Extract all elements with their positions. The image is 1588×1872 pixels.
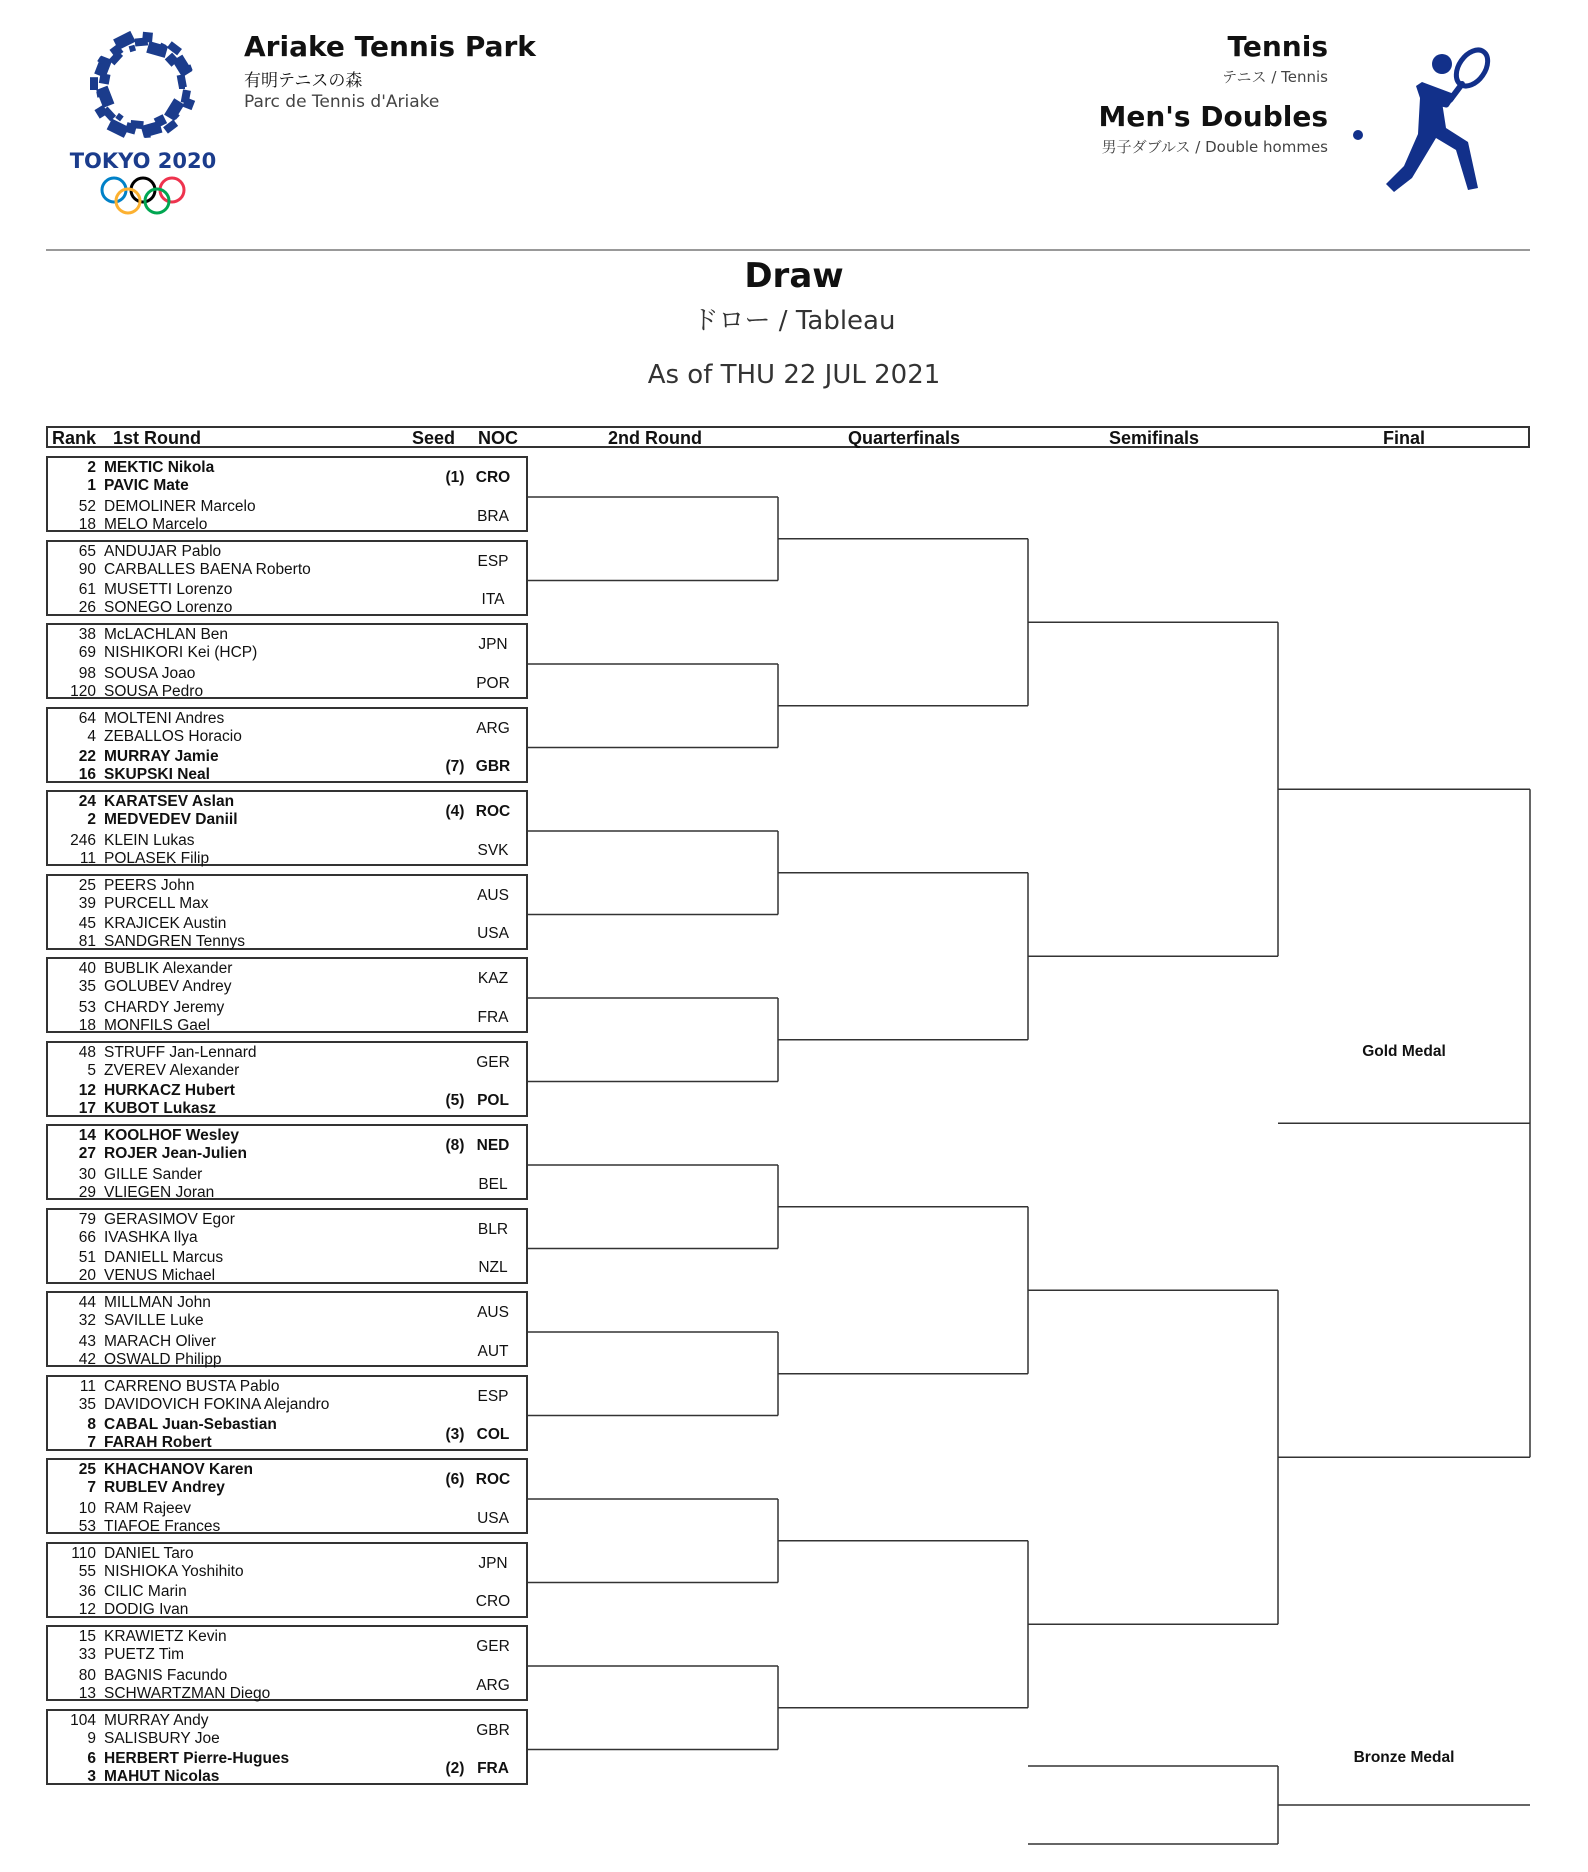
noc-code: KAZ	[477, 970, 509, 987]
player-rank: 38	[78, 626, 96, 643]
noc-code: ROC	[475, 1471, 511, 1488]
player-rank: 35	[78, 978, 96, 995]
player-name: DEMOLINER Marcelo	[104, 497, 256, 515]
player-name: KLEIN Lukas	[104, 831, 195, 849]
player-rank: 25	[78, 1461, 96, 1478]
player-name: PAVIC Mate	[104, 477, 189, 494]
player-rank: 16	[78, 766, 96, 783]
player-rank: 45	[78, 915, 96, 932]
noc-code: ARG	[476, 1676, 510, 1694]
venue-name-jp: 有明テニスの森	[244, 71, 363, 91]
player-rank: 2	[87, 811, 96, 828]
seed: (1)	[445, 469, 465, 486]
player-name: PEERS John	[104, 876, 195, 894]
noc-code: ESP	[477, 552, 509, 570]
player-name: SANDGREN Tennys	[104, 933, 245, 950]
player-rank: 48	[78, 1043, 96, 1061]
seed: (7)	[445, 758, 465, 775]
player-name: VENUS Michael	[104, 1267, 216, 1284]
player-name: MILLMAN John	[104, 1294, 211, 1311]
noc-code: AUT	[477, 1342, 509, 1360]
player-rank: 11	[79, 849, 96, 867]
player-name: SCHWARTZMAN Diego	[104, 1684, 271, 1702]
player-rank: 11	[79, 1377, 96, 1395]
player-rank: 9	[87, 1729, 96, 1747]
noc-code: GER	[476, 1638, 510, 1655]
player-rank: 104	[70, 1711, 96, 1729]
player-name: ROJER Jean-Julien	[104, 1145, 247, 1162]
page-subtitle: ドロー / Tableau	[692, 306, 896, 336]
player-name: ANDUJAR Pablo	[104, 542, 222, 560]
player-name: DAVIDOVICH FOKINA Alejandro	[104, 1395, 330, 1413]
player-name: MOLTENI Andres	[104, 709, 225, 727]
col-semifinals: Semifinals	[1108, 428, 1200, 448]
player-rank: 53	[78, 998, 96, 1016]
player-rank: 39	[78, 894, 96, 912]
player-rank: 30	[78, 1165, 96, 1183]
sport-name-sub: テニス / Tennis	[1222, 68, 1328, 86]
player-rank: 55	[78, 1562, 96, 1580]
player-rank: 33	[78, 1646, 96, 1663]
player-name: KOOLHOF Wesley	[104, 1127, 239, 1144]
noc-code: BEL	[478, 1175, 508, 1193]
player-name: SKUPSKI Neal	[104, 766, 210, 783]
player-rank: 7	[87, 1479, 96, 1496]
noc-code: NZL	[478, 1259, 508, 1276]
player-name: MURRAY Jamie	[104, 748, 219, 765]
noc-code: ITA	[481, 591, 505, 608]
player-name: KUBOT Lukasz	[104, 1100, 216, 1117]
player-name: IVASHKA Ilya	[104, 1228, 198, 1246]
player-name: BAGNIS Facundo	[104, 1666, 228, 1684]
noc-code: FRA	[477, 1008, 509, 1026]
venue-name: Ariake Tennis Park	[244, 30, 536, 63]
noc-code: POL	[477, 1092, 509, 1109]
player-name: POLASEK Filip	[104, 849, 210, 867]
noc-code: GER	[476, 1053, 510, 1071]
player-name: FARAH Robert	[104, 1434, 212, 1451]
player-name: DODIG Ivan	[104, 1601, 189, 1618]
player-name: McLACHLAN Ben	[104, 626, 229, 643]
noc-code: GBR	[475, 758, 511, 775]
noc-code: CRO	[475, 469, 511, 486]
player-rank: 53	[78, 1517, 96, 1535]
noc-code: AUS	[477, 886, 509, 904]
player-rank: 15	[78, 1628, 96, 1645]
player-name: NISHIOKA Yoshihito	[104, 1562, 244, 1580]
player-rank: 29	[78, 1183, 96, 1201]
col-quarterfinals: Quarterfinals	[847, 428, 961, 448]
noc-code: JPN	[478, 1554, 508, 1572]
player-rank: 80	[78, 1666, 96, 1684]
event-name: Men's Doubles	[1098, 100, 1328, 133]
player-rank: 36	[78, 1583, 96, 1600]
col-seed: Seed	[412, 428, 456, 448]
player-name: KHACHANOV Karen	[104, 1461, 253, 1478]
player-rank: 27	[78, 1145, 96, 1162]
player-rank: 66	[78, 1228, 96, 1246]
player-rank: 14	[78, 1127, 96, 1144]
sport-name: Tennis	[1227, 30, 1328, 63]
as-of-date: As of THU 22 JUL 2021	[647, 360, 941, 390]
player-name: MARACH Oliver	[104, 1332, 216, 1350]
player-name: GOLUBEV Andrey	[104, 978, 232, 995]
logo-text: TOKYO 2020	[69, 149, 217, 173]
player-name: GERASIMOV Egor	[104, 1210, 235, 1228]
player-name: STRUFF Jan-Lennard	[104, 1043, 257, 1061]
noc-code: USA	[477, 1509, 509, 1527]
player-rank: 120	[70, 682, 96, 700]
noc-code: COL	[476, 1426, 510, 1443]
noc-code: BRA	[477, 507, 509, 525]
seed: (5)	[445, 1092, 465, 1109]
player-name: HURKACZ Hubert	[104, 1082, 235, 1099]
col-round2: 2nd Round	[608, 428, 702, 448]
col-final: Final	[1382, 428, 1425, 448]
bronze-medal-label: Bronze Medal	[1353, 1749, 1455, 1766]
player-rank: 3	[87, 1768, 96, 1785]
player-rank: 1	[87, 477, 96, 494]
player-rank: 32	[78, 1312, 96, 1329]
col-noc: NOC	[478, 428, 518, 448]
player-rank: 110	[71, 1544, 96, 1562]
seed: (2)	[445, 1760, 465, 1777]
player-rank: 2	[87, 459, 96, 476]
player-rank: 61	[78, 581, 96, 598]
player-name: TIAFOE Frances	[104, 1517, 221, 1535]
noc-code: SVK	[477, 841, 509, 859]
player-name: DANIEL Taro	[104, 1544, 194, 1562]
seed: (6)	[445, 1471, 465, 1488]
page-title: Draw	[744, 256, 844, 296]
player-name: MAHUT Nicolas	[104, 1768, 220, 1785]
player-name: SAVILLE Luke	[104, 1312, 204, 1329]
player-name: SOUSA Joao	[104, 664, 196, 682]
player-rank: 40	[78, 960, 96, 977]
player-rank: 79	[78, 1210, 96, 1228]
noc-code: ROC	[475, 803, 511, 820]
player-name: SOUSA Pedro	[104, 682, 204, 700]
player-rank: 7	[87, 1434, 96, 1451]
player-name: CHARDY Jeremy	[104, 998, 225, 1016]
player-rank: 8	[87, 1416, 96, 1433]
player-name: RUBLEV Andrey	[104, 1479, 225, 1496]
player-rank: 22	[78, 748, 96, 765]
noc-code: JPN	[478, 636, 508, 653]
player-name: KARATSEV Aslan	[104, 793, 235, 810]
noc-code: NED	[476, 1137, 510, 1154]
seed: (4)	[445, 803, 465, 820]
col-round1: 1st Round	[113, 428, 201, 448]
player-name: ZEBALLOS Horacio	[104, 727, 242, 745]
player-rank: 52	[78, 497, 96, 515]
player-name: SALISBURY Joe	[104, 1729, 220, 1747]
player-name: VLIEGEN Joran	[104, 1183, 215, 1201]
player-rank: 42	[78, 1350, 96, 1368]
noc-code: ESP	[477, 1387, 509, 1405]
player-rank: 81	[78, 933, 96, 950]
player-rank: 12	[78, 1082, 96, 1099]
player-name: CABAL Juan-Sebastian	[104, 1416, 277, 1433]
noc-code: AUS	[477, 1304, 509, 1321]
venue-name-fr: Parc de Tennis d'Ariake	[244, 92, 440, 112]
player-rank: 25	[78, 876, 96, 894]
player-rank: 35	[78, 1395, 96, 1413]
player-name: MELO Marcelo	[104, 515, 208, 533]
player-name: BUBLIK Alexander	[104, 960, 233, 977]
player-name: OSWALD Philipp	[104, 1350, 222, 1368]
noc-code: CRO	[475, 1593, 511, 1610]
player-name: PURCELL Max	[104, 894, 209, 912]
player-name: NISHIKORI Kei (HCP)	[104, 644, 258, 661]
player-name: KRAJICEK Austin	[104, 915, 227, 932]
player-rank: 90	[78, 560, 96, 578]
player-name: CARRENO BUSTA Pablo	[104, 1377, 280, 1395]
player-name: MEKTIC Nikola	[104, 459, 215, 476]
player-name: GILLE Sander	[104, 1165, 203, 1183]
player-name: MUSETTI Lorenzo	[104, 581, 233, 598]
player-rank: 6	[87, 1750, 96, 1767]
player-rank: 43	[78, 1332, 96, 1350]
player-rank: 98	[78, 664, 96, 682]
player-rank: 18	[78, 1016, 96, 1034]
noc-code: USA	[477, 925, 509, 942]
player-name: ZVEREV Alexander	[104, 1061, 240, 1079]
player-name: MEDVEDEV Daniil	[104, 811, 238, 828]
noc-code: ARG	[476, 719, 510, 737]
noc-code: GBR	[476, 1721, 510, 1739]
player-rank: 65	[78, 542, 96, 560]
player-name: DANIELL Marcus	[104, 1249, 224, 1266]
player-name: PUETZ Tim	[104, 1646, 185, 1663]
player-name: CARBALLES BAENA Roberto	[104, 560, 311, 578]
player-rank: 13	[78, 1684, 96, 1702]
player-rank: 26	[78, 599, 96, 616]
player-rank: 51	[78, 1249, 96, 1266]
player-rank: 17	[78, 1100, 96, 1117]
player-rank: 5	[87, 1061, 96, 1079]
player-name: MONFILS Gael	[104, 1016, 210, 1034]
player-rank: 69	[78, 644, 96, 661]
seed: (8)	[445, 1137, 465, 1154]
player-rank: 246	[70, 831, 96, 849]
noc-code: POR	[476, 674, 510, 692]
player-rank: 18	[78, 515, 96, 533]
player-name: CILIC Marin	[104, 1583, 187, 1600]
player-rank: 24	[78, 793, 96, 810]
col-rank: Rank	[52, 428, 97, 448]
seed: (3)	[445, 1426, 465, 1443]
player-name: RAM Rajeev	[104, 1499, 191, 1517]
player-rank: 20	[78, 1267, 96, 1284]
noc-code: BLR	[477, 1220, 509, 1238]
player-rank: 12	[78, 1601, 96, 1618]
player-rank: 10	[78, 1499, 96, 1517]
player-rank: 4	[87, 727, 96, 745]
player-rank: 64	[78, 709, 96, 727]
gold-medal-label: Gold Medal	[1362, 1043, 1446, 1060]
noc-code: FRA	[477, 1760, 509, 1777]
player-rank: 44	[78, 1294, 96, 1311]
event-name-sub: 男子ダブルス / Double hommes	[1101, 138, 1328, 156]
player-name: HERBERT Pierre-Hugues	[104, 1750, 290, 1767]
player-name: MURRAY Andy	[104, 1711, 209, 1729]
player-name: KRAWIETZ Kevin	[104, 1628, 227, 1645]
player-name: SONEGO Lorenzo	[104, 599, 233, 616]
